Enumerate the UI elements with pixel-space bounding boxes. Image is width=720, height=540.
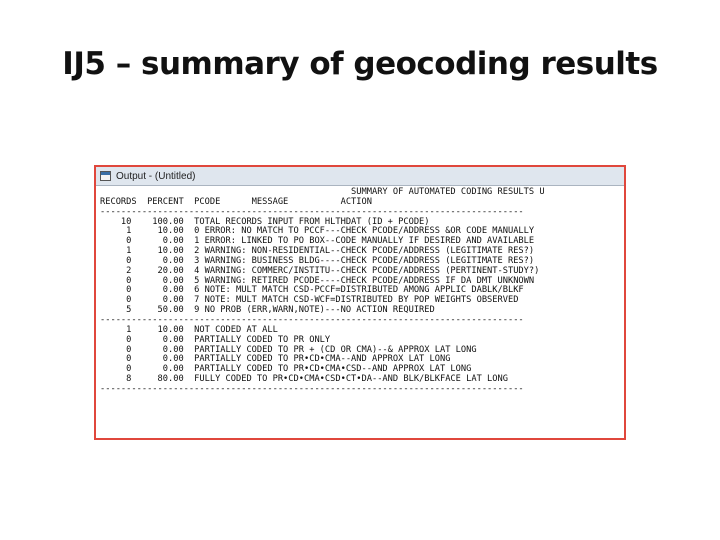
output-window [94,165,626,440]
slide-title: IJ5 – summary of geocoding results [62,46,658,82]
report-row: 1 10.00 2 WARNING: NON-RESIDENTIAL--CHECK PCODE/ADDRESS (LEGITIMATE RES?) [100,246,535,257]
report-header-banner: SUMMARY OF AUTOMATED CODING RESULTS U [100,187,545,197]
report-row: 0 0.00 PARTIALLY CODED TO PR•CD•CMA--AND APPROX LAT LONG [100,354,451,365]
report-row: 0 0.00 6 NOTE: MULT MATCH CSD-PCCF=DISTRIBUTED AMONG APPLIC DABLK/BLKF [100,285,524,296]
report-row: 0 0.00 PARTIALLY CODED TO PR + (CD OR CMA)--& APPROX LAT LONG [100,344,477,355]
report-column-headers: RECORDS PERCENT PCODE MESSAGE ACTION [100,196,372,207]
report-divider: --------------------------------------------------------------------------------- [100,383,524,394]
report-row: 5 50.00 9 NO PROB (ERR,WARN,NOTE)---NO ACTION REQUIRED [100,305,435,316]
report-row: 0 0.00 PARTIALLY CODED TO PR ONLY [100,334,331,345]
report-row: 0 0.00 PARTIALLY CODED TO PR•CD•CMA•CSD--AND APPROX LAT LONG [100,364,472,375]
report-row: 2 20.00 4 WARNING: COMMERC/INSTITU--CHECK PCODE/ADDRESS (PERTINENT-STUDY?) [100,265,540,276]
report-row: 0 0.00 7 NOTE: MULT MATCH CSD-WCF=DISTRIBUTED BY POP WEIGHTS OBSERVED [100,295,519,306]
window-titlebar[interactable] [96,167,624,186]
output-window-icon [100,171,111,181]
report-row: 8 80.00 FULLY CODED TO PR•CD•CMA•CSD•CT•DA--AND BLK/BLKFACE LAT LONG [100,374,508,385]
window-title: Output - (Untitled) [116,170,196,182]
report-divider: --------------------------------------------------------------------------------- [100,206,524,217]
report-row: 10 100.00 TOTAL RECORDS INPUT FROM HLTHDAT (ID + PCODE) [100,216,430,227]
report-divider: --------------------------------------------------------------------------------- [100,314,524,325]
report-row: 1 10.00 0 ERROR: NO MATCH TO PCCF---CHECK PCODE/ADDRESS &OR CODE MANUALLY [100,226,535,237]
report-row: 0 0.00 3 WARNING: BUSINESS BLDG----CHECK PCODE/ADDRESS (LEGITIMATE RES?) [100,255,535,266]
report-row: 0 0.00 1 ERROR: LINKED TO PO BOX--CODE MANUALLY IF DESIRED AND AVAILABLE [100,236,535,247]
report-row: 0 0.00 5 WARNING: RETIRED PCODE----CHECK PCODE/ADDRESS IF DA DMT UNKNOWN [100,275,535,286]
report-row: 1 10.00 NOT CODED AT ALL [100,324,278,335]
report-output [96,186,624,395]
